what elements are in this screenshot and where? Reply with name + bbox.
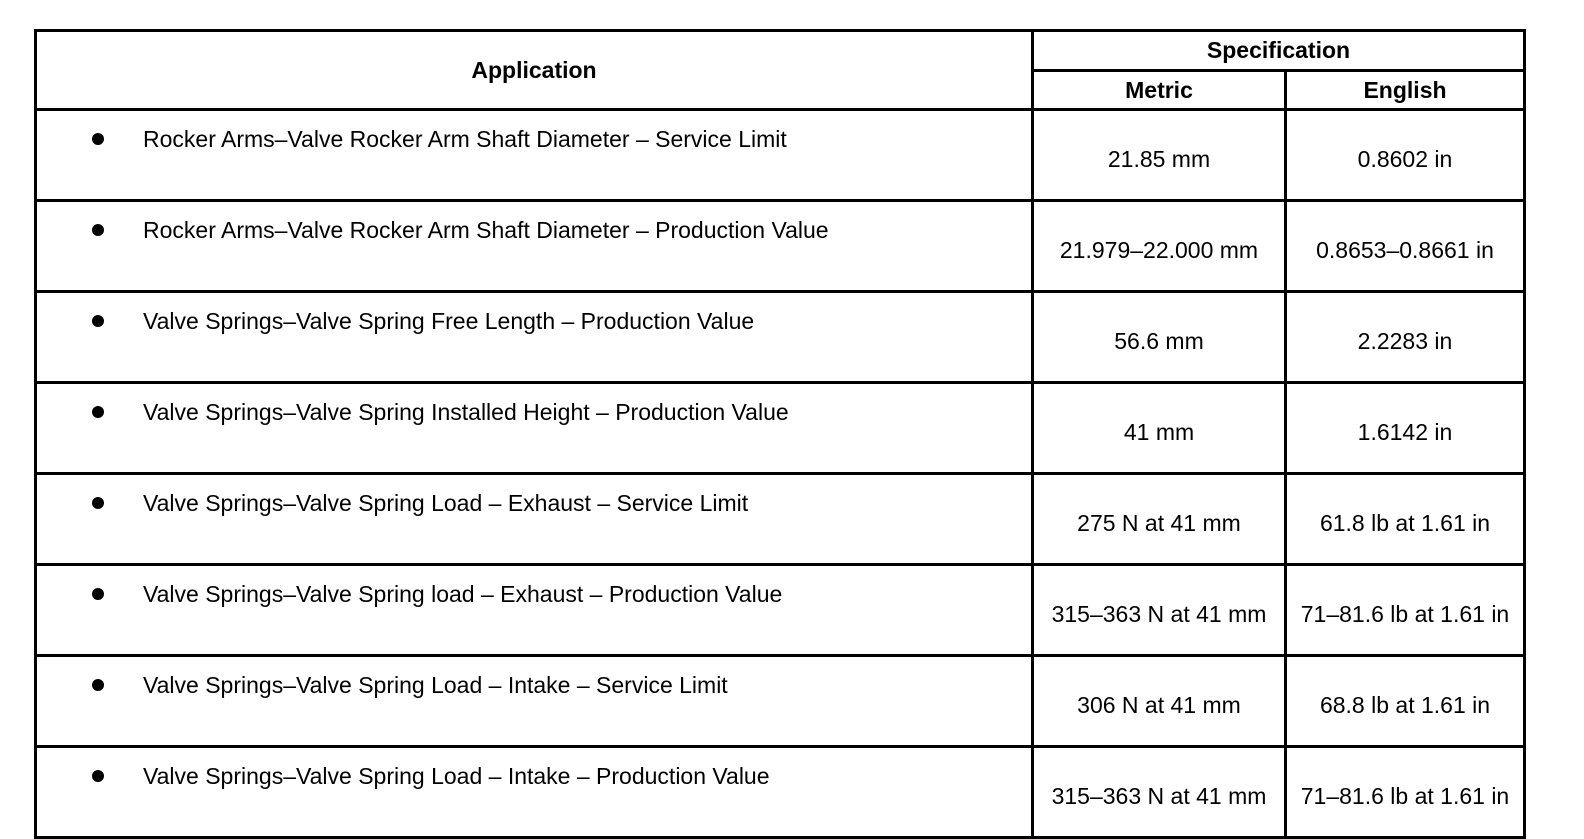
table-row (36, 747, 1525, 838)
table-row (36, 565, 1525, 656)
bullet-icon (92, 588, 104, 600)
english-cell: 71–81.6 lb at 1.61 in (1286, 565, 1525, 656)
english-cell: 1.6142 in (1286, 383, 1525, 474)
english-cell: 61.8 lb at 1.61 in (1286, 474, 1525, 565)
bullet-icon (92, 224, 104, 236)
metric-cell: 56.6 mm (1033, 292, 1286, 383)
application-cell (36, 474, 1033, 565)
table-row (36, 201, 1525, 292)
table-row (36, 383, 1525, 474)
metric-header: Metric (1033, 71, 1286, 110)
english-cell: 71–81.6 lb at 1.61 in (1286, 747, 1525, 838)
metric-cell: 315–363 N at 41 mm (1033, 565, 1286, 656)
bullet-icon (92, 679, 104, 691)
application-text: Valve Springs–Valve Spring load – Exhaust – Production Value (143, 581, 783, 607)
metric-cell: 21.85 mm (1033, 110, 1286, 201)
table-row (36, 110, 1525, 201)
application-text: Valve Springs–Valve Spring Free Length – Production Value (143, 308, 755, 334)
application-header: Application (36, 31, 1033, 110)
bullet-icon (92, 315, 104, 327)
application-text: Rocker Arms–Valve Rocker Arm Shaft Diameter – Production Value (143, 217, 829, 243)
metric-cell: 41 mm (1033, 383, 1286, 474)
application-cell (36, 656, 1033, 747)
english-cell: 2.2283 in (1286, 292, 1525, 383)
table-row (36, 474, 1525, 565)
english-header: English (1286, 71, 1525, 110)
bullet-icon (92, 770, 104, 782)
bullet-icon (92, 497, 104, 509)
application-text: Valve Springs–Valve Spring Load – Intake – Production Value (143, 763, 770, 789)
application-cell (36, 747, 1033, 838)
metric-cell: 315–363 N at 41 mm (1033, 747, 1286, 838)
application-cell (36, 292, 1033, 383)
application-text: Rocker Arms–Valve Rocker Arm Shaft Diameter – Service Limit (143, 126, 787, 152)
table-row (36, 656, 1525, 747)
english-cell: 0.8602 in (1286, 110, 1525, 201)
application-text: Valve Springs–Valve Spring Installed Height – Production Value (143, 399, 789, 425)
table-row (36, 292, 1525, 383)
english-cell: 0.8653–0.8661 in (1286, 201, 1525, 292)
metric-cell: 275 N at 41 mm (1033, 474, 1286, 565)
application-cell (36, 110, 1033, 201)
application-cell (36, 201, 1033, 292)
specification-header: Specification (1033, 31, 1525, 71)
specification-table (34, 29, 1526, 839)
metric-cell: 21.979–22.000 mm (1033, 201, 1286, 292)
application-text: Valve Springs–Valve Spring Load – Exhaust – Service Limit (143, 490, 749, 516)
bullet-icon (92, 133, 104, 145)
english-cell: 68.8 lb at 1.61 in (1286, 656, 1525, 747)
metric-cell: 306 N at 41 mm (1033, 656, 1286, 747)
bullet-icon (92, 406, 104, 418)
application-text: Valve Springs–Valve Spring Load – Intake – Service Limit (143, 672, 728, 698)
application-cell (36, 565, 1033, 656)
application-cell (36, 383, 1033, 474)
